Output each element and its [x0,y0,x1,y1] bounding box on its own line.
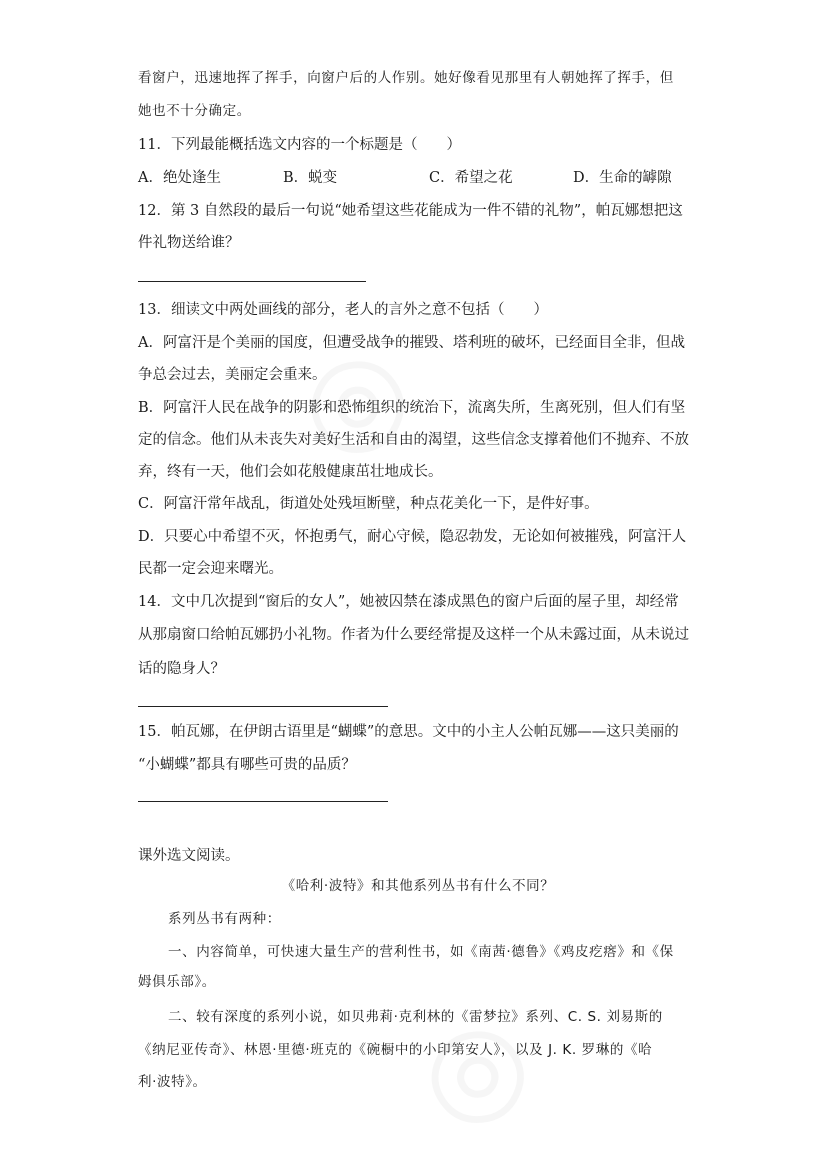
article-line: 姆俱乐部》。 [138,974,216,990]
answer-blank-14 [138,706,388,707]
question-15-line: “小蝴蝶”都具有哪些可贵的品质？ [138,757,356,773]
question-14-line: 14．文中几次提到“窗后的女人”，她被囚禁在漆成黑色的窗户后面的屋子里，却经常 [138,594,679,610]
q13-option-line: 定的信念。他们从未丧失对美好生活和自由的渴望，这些信念支撑着他们不抛弃、不放 [138,432,689,448]
passage-line: 看窗户，迅速地挥了挥手，向窗户后的人作别。她好像看见那里有人朝她挥了挥手，但 [138,70,674,86]
q11-option-c: C．希望之花 [429,170,513,186]
question-12-line: 件礼物送给谁？ [138,235,240,251]
article-line: 利·波特》。 [138,1074,207,1090]
q13-option-line: B．阿富汗人民在战争的阴影和恐怖组织的统治下，流离失所，生离死别，但人们有坚 [138,400,686,416]
article-title: 《哈利·波特》和其他系列丛书有什么不同？ [281,878,555,894]
question-14-line: 从那扇窗口给帕瓦娜扔小礼物。作者为什么要经常提及这样一个从未露过面，从未说过 [138,627,689,643]
passage-line: 她也不十分确定。 [138,103,251,119]
q11-option-a: A．绝处逢生 [138,170,221,186]
question-14-line: 话的隐身人？ [138,661,225,677]
question-13-stem: 13．细读文中两处画线的部分，老人的言外之意不包括（ ） [138,302,548,318]
article-line: 一、内容简单，可快速大量生产的营利性书，如《南茜·德鲁》《鸡皮疙瘩》和《保 [168,944,674,960]
q13-option-line: 民都一定会迎来曙光。 [138,561,283,577]
question-11-stem: 11．下列最能概括选文内容的一个标题是（ ） [138,137,461,153]
q13-option-line: 争总会过去，美丽定会重来。 [138,367,327,383]
q13-option-line: C．阿富汗常年战乱，街道处处残垣断壁，种点花美化一下，是件好事。 [138,496,599,512]
question-12-line: 12．第 3 自然段的最后一句说“她希望这些花能成为一件不错的礼物”，帕瓦娜想把这 [138,203,683,219]
article-line: 《纳尼亚传奇》、林恩·里德·班克的《碗橱中的小印第安人》，以及 J. K. 罗琳的《哈 [138,1042,653,1058]
q13-option-line: D．只要心中希望不灭，怀抱勇气，耐心守候，隐忍勃发，无论如何被摧残，阿富汗人 [138,529,687,545]
section-label: 课外选文阅读。 [138,848,240,864]
q11-option-b: B．蜕变 [283,170,338,186]
article-line: 二、较有深度的系列小说，如贝弗莉·克利林的《雷梦拉》系列、C. S. 刘易斯的 [168,1009,663,1025]
q13-option-line: 弃，终有一天，他们会如花般健康茁壮地成长。 [138,464,443,480]
q13-option-line: A．阿富汗是个美丽的国度，但遭受战争的摧毁、塔利班的破坏，已经面目全非，但战 [138,335,685,351]
question-15-line: 15．帕瓦娜，在伊朗古语里是“蝴蝶”的意思。文中的小主人公帕瓦娜——这只美丽的 [138,724,679,740]
q11-option-d: D．生命的罅隙 [573,170,672,186]
answer-blank-15 [138,801,388,802]
article-line: 系列丛书有两种： [168,911,281,927]
answer-blank-12 [138,281,366,282]
